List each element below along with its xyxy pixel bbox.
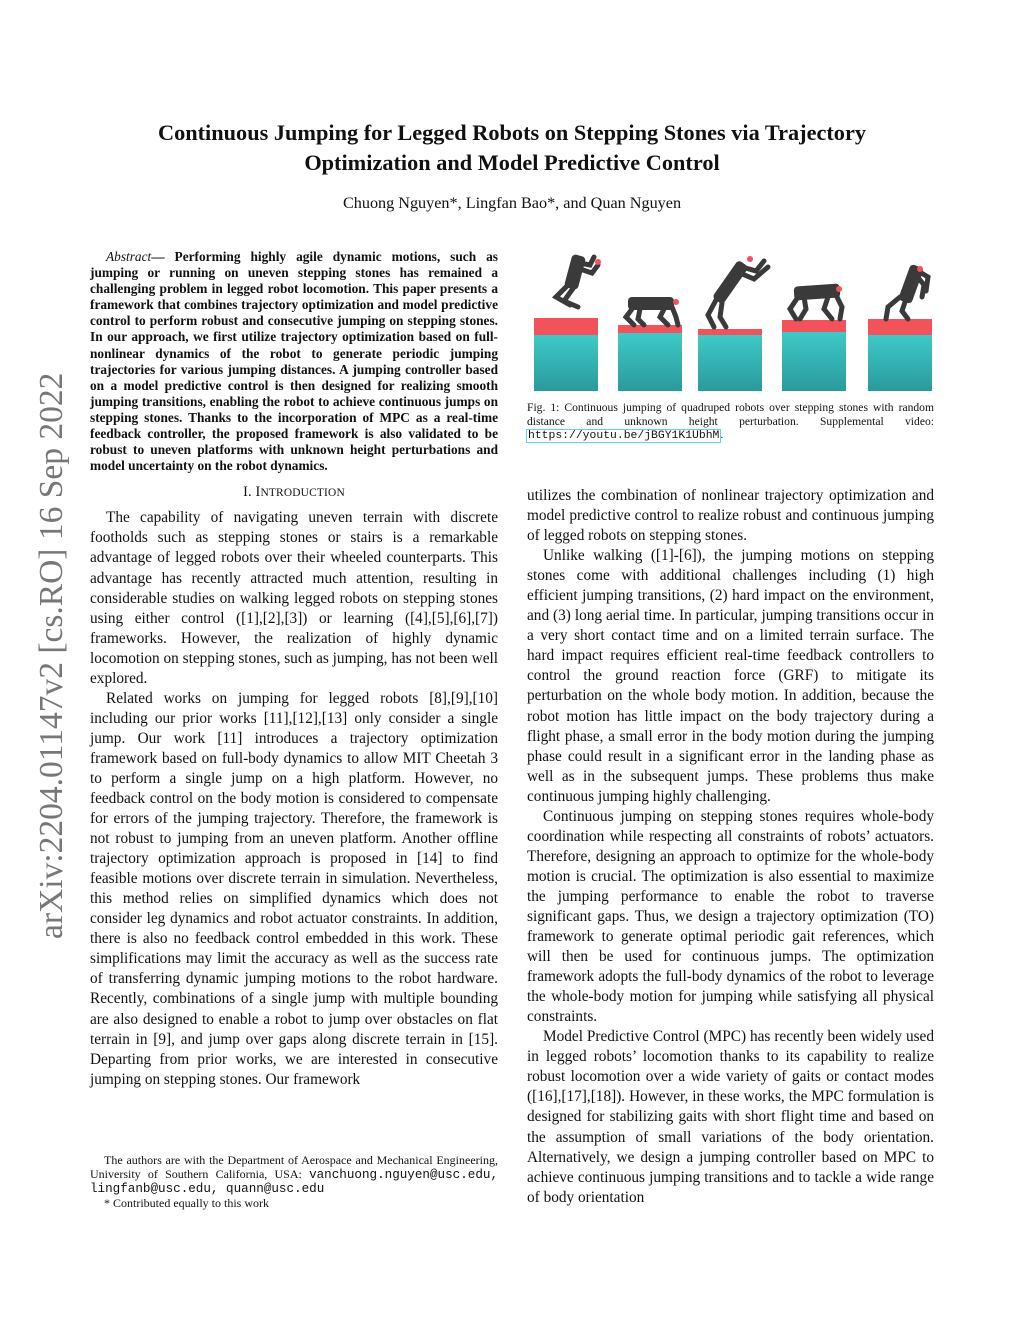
section-heading-introduction [90,482,498,503]
abstract [90,249,498,474]
robot-3 [708,256,768,327]
right-paragraph-1: utilizes the combination of nonlinear trajectory optimization and model predictive control to realize robust and continuous jumping of legged robots on stepping stones. [527,487,934,545]
figure-1-caption [527,401,934,444]
video-link[interactable]: https://youtu.be/jBGY1K1UbhM [528,430,720,443]
robot-4 [790,283,842,319]
title-line-1: Continuous Jumping for Legged Robots on Stepping Stones via Trajectory [157,120,866,145]
arxiv-identifier: arXiv:2204.01147v2 [cs.RO] 16 Sep 2022 [33,372,70,939]
caption-text: Fig. 1: Continuous jumping of quadruped robots over stepping stones with random distance and unknown height perturbation. Supplemental video: [527,401,934,428]
right-column [527,486,934,1208]
stepping-stone-5 [868,319,932,391]
title-line-2: Optimization and Model Predictive Control [304,150,720,175]
paper-title [100,118,924,178]
intro-paragraph-2: Related works on jumping for legged robots [8],[9],[10] including our prior works [11],[12],[13] only consider a single jump. Our work [11] introduces a trajectory optimization framework based on full-body dynamics to allow MIT Cheetah 3 to perform a single jump on a high platform. However, no feedback control on the body motion is considered to compensate for errors of the jumping trajectory. Therefore, the framework is not robust to jumping from an uneven platform. Another offline trajectory optimization approach is proposed in [14] to find feasible motions over discrete terrain in simulation. Nevertheless, this method relies on simplified dynamics which does not consider leg dynamics and robot actuator constraints. In addition, there is also no feedback control embedded in this work. These simplifications may limit the accuracy as well as the success rate of transferring dynamic jumping motions to the robot hardware. Recently, combinations of a single jump with multiple bounding are also designed to enable a robot to jump over obstacles on flat terrain in [9], and jump over gaps along discrete terrain in [15]. Departing from prior works, we are interested in consecutive jumping on stepping stones. Our framework [90,689,498,1088]
right-paragraph-4: Model Predictive Control (MPC) has recently been widely used in legged robots’ locomotion thanks to its capability to realize robust locomotion over a wide variety of gaits or contact modes ([16],[17],[18]). However, in these works, the MPC formulation is designed for stabilizing gaits with short flight time and based on the assumption of small variations of the body orientation. Alternatively, we design a jumping controller based on MPC to achieve continuous jumping transitions and to tackle a wide range of body orientation [527,1028,934,1206]
section-numeral: I. [243,484,256,501]
right-paragraph-3: Continuous jumping on stepping stones requires whole-body coordination while respecting all constraints of robots’ actuators. Therefore, designing an approach to optimize for the whole-body motion is crucial. The optimization is also essential to maximize the jumping performance to enable the robot to traverse significant gaps. Thus, we design a trajectory optimization (TO) framework to generate optimal periodic gait references, which will then be used for continuous jumps. The optimization framework adopts the full-body dynamics of the robot to leverage the whole-body motion for jumping while satisfying all physical constraints. [527,807,934,1026]
left-column [90,249,498,1090]
section-initial: I [255,484,261,501]
intro-paragraph-1: The capability of navigating uneven terrain with discrete footholds such as stepping stones or stairs is a remarkable advantage of legged robots over their wheeled counterparts. This advantage has recently attracted much attention, resulting in considerable studies on walking legged robots on stepping stones using either control ([1],[2],[3]) or learning ([4],[5],[6],[7]) frameworks. However, the realization of highly dynamic locomotion on stepping stones, such as jumping, has not been well explored. [90,509,498,687]
stepping-stone-2 [618,325,682,391]
stepping-stone-1 [534,318,598,391]
footnote-affiliation [90,1154,498,1197]
abstract-text: — Performing highly agile dynamic motions, such as jumping or running on uneven stepping stones has remained a challenging problem in legged robot locomotion. This paper presents a framework that combines trajectory optimization and model predictive control to perform robust and consecutive jumping on stepping stones. In our approach, we first utilize trajectory optimization based on full-nonlinear dynamics of the robot to generate periodic jumping trajectories for various jumping distances. A jumping controller based on a model predictive control is then designed for realizing smooth jumping transitions, enabling the robot to achieve continuous jumps on stepping stones. Thanks to the incorporation of MPC as a real-time feedback controller, the proposed framework is also validated to be robust to uneven platforms with unknown height perturbations and model uncertainty on the robot dynamics. [90,249,498,474]
right-paragraph-2: Unlike walking ([1]-[6]), the jumping motions on stepping stones come with additional challenges including (1) high efficient jumping transitions, (2) hard impact on the environment, and (3) long aerial time. In particular, jumping transitions occur in a very short contact time and on a limited terrain surface. The hard impact requires efficient real-time feedback controllers to control the ground reaction force (GRF) to mitigate its perturbation on the whole body motion. In addition, because the robot motion has little impact on the body trajectory during a flight phase, a small error in the body motion during the jumping phase could result in a significant error in the landing phase as well as in the subsequent jumps. These problems thus make continuous jumping highly challenging. [527,547,934,805]
stepping-stone-4 [782,320,846,391]
footnotes [90,1154,498,1211]
author-emails: vanchuong.nguyen@usc.edu, lingfanb@usc.edu, quann@usc.edu [90,1167,498,1197]
figure-1-robot-jumps [528,245,934,395]
abstract-lead: Abstract [106,249,152,264]
robot-5 [886,264,928,319]
caption-end: . [720,428,724,442]
affiliation-text: The authors are with the Department of Aerospace and Mechanical Engineering, University of Southern California, USA: [90,1153,498,1181]
footnote-equal-contribution: * Contributed equally to this work [104,1196,269,1211]
stepping-stone-3 [698,329,762,391]
robot-2 [626,297,679,325]
robot-1 [556,254,601,307]
arxiv-side-stamp [18,345,76,945]
section-rest: NTRODUCTION [260,487,345,500]
author-list: Chuong Nguyen*, Lingfan Bao*, and Quan Nguyen [342,194,682,212]
